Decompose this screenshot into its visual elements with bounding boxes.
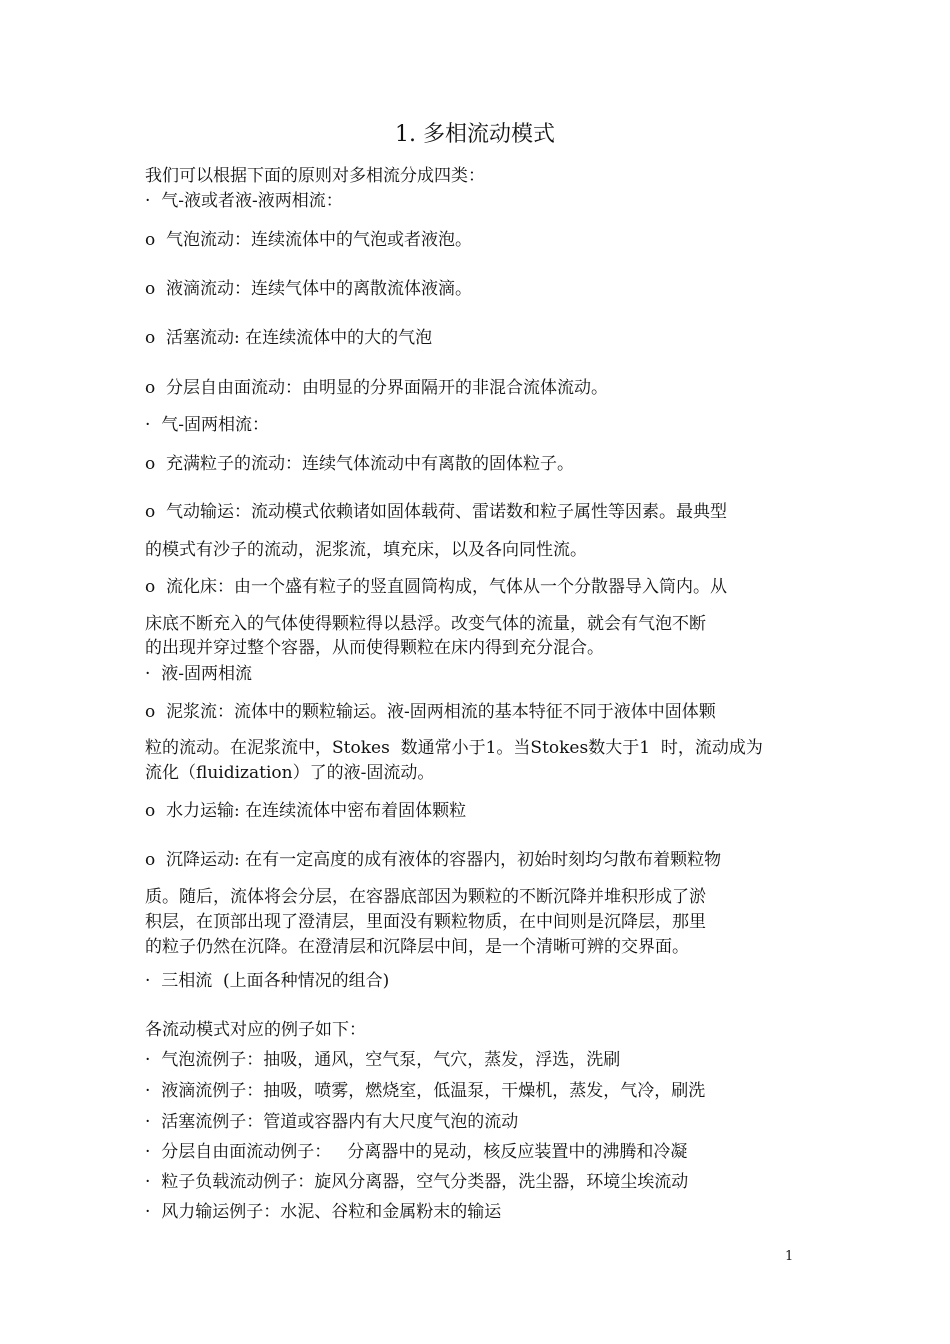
page-number: 1 <box>785 1249 794 1264</box>
page-title: 1. 多相流动模式 <box>395 122 555 147</box>
